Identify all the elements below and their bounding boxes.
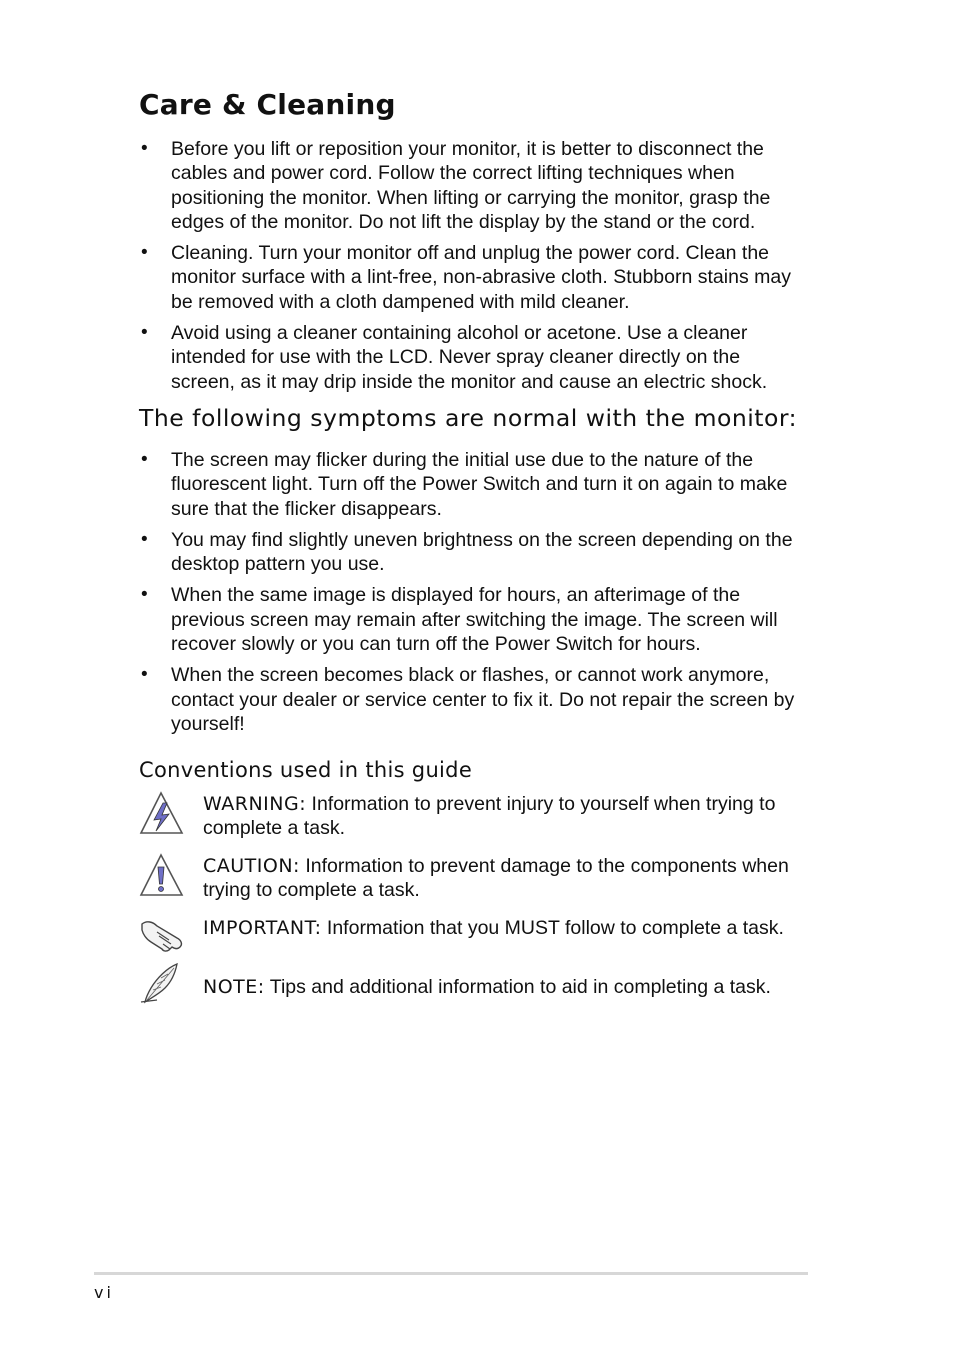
important-text: Information that you MUST follow to complete a task. <box>321 917 784 939</box>
bullet: • <box>141 664 148 686</box>
important-label: IMPORTANT: <box>203 917 322 939</box>
caution-exclamation-icon <box>139 852 185 898</box>
warning-label: WARNING: <box>203 793 307 815</box>
list-item: • Cleaning. Turn your monitor off and unplug the power cord. Clean the monitor surface with a lint-free, non-abrasive cloth. Stubborn stains may be removed with a cloth dampened with mild cleaner. <box>141 242 791 313</box>
caution-label: CAUTION: <box>203 855 300 877</box>
symptoms-heading: The following symptoms are normal with the monitor: <box>139 404 798 432</box>
important-hand-icon <box>139 914 185 960</box>
list-item: • Avoid using a cleaner containing alcohol or acetone. Use a cleaner intended for use with the LCD. Never spray cleaner directly on the screen, as it may drip inside the monitor and cause an electric shock. <box>141 322 768 393</box>
warning-lightning-icon <box>139 790 185 836</box>
footer-divider <box>94 1272 808 1275</box>
bullet: • <box>141 584 148 606</box>
bullet: • <box>141 528 148 550</box>
note-text: Tips and additional information to aid in completing a task. <box>264 976 771 998</box>
warning-text: Information to prevent injury to yourself when trying to complete a task. <box>203 793 776 840</box>
list-item: • Before you lift or reposition your monitor, it is better to disconnect the cables and power cord. Follow the correct lifting techniques when positioning the monitor. When lifting or carrying the monitor, grasp the edges of the monitor. Do not lift the display by the stand or the cord. <box>141 138 771 233</box>
list-item: • The screen may flicker during the initial use due to the nature of the fluorescent light. Turn off the Power Switch and turn it on again to make sure that the flicker disappears. <box>141 449 788 520</box>
symptoms-list <box>139 448 809 743</box>
care-list <box>139 137 809 401</box>
page-title: Care & Cleaning <box>139 88 396 121</box>
caution-text: Information to prevent damage to the components when trying to complete a task. <box>203 855 789 902</box>
list-item: • You may find slightly uneven brightness on the screen depending on the desktop pattern you use. <box>141 528 793 576</box>
note-label: NOTE: <box>203 976 265 998</box>
bullet: • <box>141 242 148 264</box>
bullet: • <box>141 449 148 470</box>
note-feather-icon <box>139 962 185 1008</box>
bullet: • <box>141 138 148 159</box>
list-item: • When the screen becomes black or flashes, or cannot work anymore, contact your dealer or service center to fix it. Do not repair the screen by yourself! <box>141 664 795 735</box>
bullet: • <box>141 322 148 344</box>
conventions-heading: Conventions used in this guide <box>139 758 473 782</box>
list-item: • When the same image is displayed for hours, an afterimage of the previous screen may remain after switching the image. The screen will recover slowly or you can turn off the Power Switch for hours. <box>141 584 778 656</box>
page-number: vi <box>94 1283 114 1302</box>
